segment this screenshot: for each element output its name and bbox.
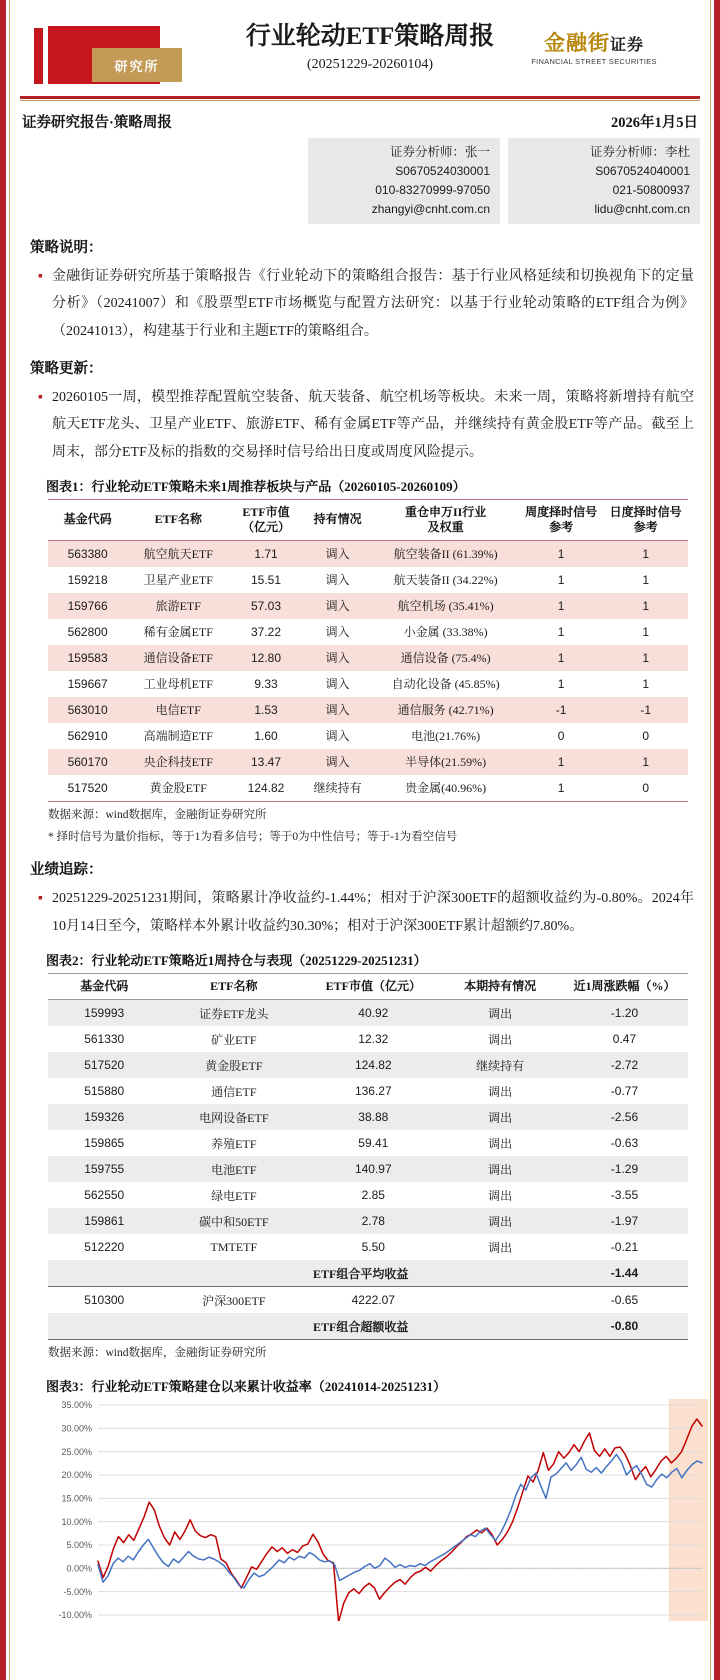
cell-excess-change: -0.80 <box>561 1313 688 1340</box>
brand-cn-main: 金融街 <box>543 31 610 55</box>
institute-badge-label: 研究所 <box>114 58 160 74</box>
svg-text:5.00%: 5.00% <box>66 1540 92 1551</box>
table-recommended-products <box>48 499 688 802</box>
cell-etf-name: 通信ETF <box>211 1084 257 1099</box>
cell-daily-signal: 1 <box>642 650 650 665</box>
cell-weekly-signal: 1 <box>557 780 565 795</box>
cell-fund-code: 563010 <box>67 702 108 717</box>
cell-fund-code: 159755 <box>84 1162 125 1177</box>
header-divider <box>20 96 700 99</box>
cell-average-change: -1.44 <box>561 1260 688 1287</box>
cell-etf-name: 稀有金属ETF <box>143 625 213 640</box>
analyst-license: S0670524030001 <box>395 164 490 179</box>
analyst-name: 证券分析师：李杜 <box>589 145 690 159</box>
cell-weekly-change: -2.72 <box>610 1058 639 1073</box>
cell-weekly-change: -3.55 <box>610 1188 639 1203</box>
analyst-card <box>308 138 500 224</box>
cell-status: 调入 <box>325 573 350 588</box>
table1-header-row <box>48 499 688 540</box>
cell-etf-name: 航空航天ETF <box>143 547 213 562</box>
performance-bullet <box>38 885 700 940</box>
bullet-dot-icon: ▪ <box>38 891 43 907</box>
report-meta <box>20 101 700 136</box>
cell-status: 继续持有 <box>476 1058 525 1073</box>
cell-weekly-change: -1.20 <box>610 1006 639 1021</box>
cell-fund-code: 159667 <box>67 676 108 691</box>
cell-fund-code: 562550 <box>84 1188 125 1203</box>
cell-status: 调出 <box>488 1110 513 1125</box>
cell-etf-mv: 59.41 <box>358 1136 389 1151</box>
th2-weekly-change: 近1周涨跌幅（%） <box>573 979 676 994</box>
cell-etf-name: 绿电ETF <box>211 1188 257 1203</box>
cell-top-industry: 通信设备 (75.4%) <box>400 651 491 666</box>
analyst-license: S0670524040001 <box>595 164 690 179</box>
brand-logo <box>504 32 684 66</box>
cell-weekly-signal: 1 <box>557 572 565 587</box>
table-row <box>48 567 688 593</box>
table-row-average <box>48 1260 688 1287</box>
cell-weekly-signal: 1 <box>557 676 565 691</box>
analyst-card <box>508 138 700 224</box>
bullet-dot-icon: ▪ <box>38 390 43 406</box>
analyst-email: zhangyi@cnht.com.cn <box>371 201 490 216</box>
svg-text:25.00%: 25.00% <box>61 1447 92 1458</box>
cell-etf-mv: 124.82 <box>247 780 285 795</box>
cell-top-industry: 通信服务 (42.71%) <box>397 703 494 718</box>
cell-status: 调出 <box>488 1214 513 1229</box>
cell-etf-name: 养殖ETF <box>211 1136 257 1151</box>
cell-etf-mv: 13.47 <box>251 754 282 769</box>
page-subtitle: (20251229-20260104) <box>307 57 433 72</box>
cell-fund-code: 560170 <box>67 754 108 769</box>
bullet-dot-icon: ▪ <box>38 269 43 285</box>
cell-etf-mv: 1.60 <box>254 728 278 743</box>
cell-daily-signal: 1 <box>642 598 650 613</box>
th-top-industry: 重仓申万II行业 及权重 <box>404 504 487 534</box>
cell-status: 调出 <box>488 1240 513 1255</box>
cell-weekly-signal: 1 <box>557 650 565 665</box>
cell-etf-name: 电网设备ETF <box>199 1110 269 1125</box>
table1-title: 图表1：行业轮动ETF策略未来1周推荐板块与产品（20260105-20260109） <box>46 478 466 494</box>
cell-etf-name: TMTETF <box>210 1239 258 1254</box>
cell-status: 调出 <box>488 1006 513 1021</box>
svg-text:0.00%: 0.00% <box>66 1563 92 1574</box>
cell-etf-name: 工业母机ETF <box>143 677 213 692</box>
strategy-update-bullet <box>38 384 700 466</box>
table-row <box>48 1000 688 1027</box>
table-row <box>48 697 688 723</box>
report-date: 2026年1月5日 <box>611 115 698 131</box>
cell-status: 调入 <box>325 547 350 562</box>
cell-etf-name: 通信设备ETF <box>143 651 213 666</box>
cell-etf-name: 旅游ETF <box>155 599 201 614</box>
report-type-label: 证券研究报告·策略周报 <box>22 115 172 131</box>
cell-etf-mv: 136.27 <box>354 1084 392 1099</box>
brand-name-en: FINANCIAL STREET SECURITIES <box>531 57 657 67</box>
table-row <box>48 1052 688 1078</box>
cell-fund-code: 563380 <box>67 546 108 561</box>
cell-fund-code: 159766 <box>67 598 108 613</box>
cell-daily-signal: 0 <box>642 780 650 795</box>
cell-etf-mv: 140.97 <box>354 1162 392 1177</box>
cell-fund-code: 159861 <box>84 1214 125 1229</box>
cell-empty <box>48 1260 160 1287</box>
cell-etf-name: 电池ETF <box>211 1162 257 1177</box>
cell-fund-code: 159865 <box>84 1136 125 1151</box>
strategy-description-text: 金融街证券研究所基于策略报告《行业轮动下的策略组合报告：基于行业风格延续和切换视角下的定量分析》（20241007）和《股票型ETF市场概览与配置方法研究：以基于行业轮动策略的ETF组合为例》（20241013），构建基于行业和主题ETF的策略组合。 <box>52 269 694 339</box>
cell-weekly-change: -0.77 <box>610 1084 639 1099</box>
cell-top-industry: 自动化设备 (45.85%) <box>391 677 500 692</box>
cell-excess-label: ETF组合超额收益 <box>160 1313 561 1340</box>
table-row <box>48 749 688 775</box>
table1-note: * 择时信号为量价指标，等于1为看多信号；等于0为中性信号；等于-1为看空信号 <box>48 831 458 844</box>
cell-weekly-signal: 1 <box>557 754 565 769</box>
th-etf-mv: ETF市值 （亿元） <box>242 504 291 534</box>
cell-status: 调出 <box>488 1188 513 1203</box>
cell-weekly-signal: 1 <box>557 598 565 613</box>
svg-text:30.00%: 30.00% <box>61 1423 92 1434</box>
institute-logo <box>34 12 214 88</box>
cell-etf-mv: 1.71 <box>254 546 278 561</box>
cell-weekly-change: -2.56 <box>610 1110 639 1125</box>
table-row <box>48 1130 688 1156</box>
cell-fund-code: 562910 <box>67 728 108 743</box>
analyst-name: 证券分析师：张一 <box>389 145 490 159</box>
cell-top-industry: 航空机场 (35.41%) <box>397 599 494 614</box>
cell-top-industry: 小金属 (33.38%) <box>403 625 488 640</box>
table-row <box>48 1078 688 1104</box>
cell-weekly-change: -0.65 <box>610 1293 639 1308</box>
chart3-title: 图表3：行业轮动ETF策略建仓以来累计收益率（20241014-20251231） <box>46 1379 447 1395</box>
cell-weekly-signal: 0 <box>557 728 565 743</box>
th-holding-status: 持有情况 <box>313 512 362 527</box>
cell-etf-mv: 38.88 <box>358 1110 389 1125</box>
cell-daily-signal: 1 <box>642 572 650 587</box>
cell-weekly-change: -0.63 <box>610 1136 639 1151</box>
th2-holding-status: 本期持有情况 <box>464 979 537 994</box>
strategy-update-text: 20260105一周，模型推荐配置航空装备、航天装备、航空机场等板块。未来一周，策略将新增持有航空航天ETF龙头、卫星产业ETF、旅游ETF、稀有金属ETF等产品，并继续持有黄金股ETF等产品。截至上周末，部分ETF及标的指数的交易择时信号给出日度或周度风险提示。 <box>52 390 694 460</box>
cell-weekly-change: -0.21 <box>610 1240 639 1255</box>
title-group <box>220 16 520 73</box>
cell-top-industry: 贵金属(40.96%) <box>405 781 487 796</box>
table-row <box>48 540 688 567</box>
cell-top-industry: 半导体(21.59%) <box>405 755 487 770</box>
cell-average-label: ETF组合平均收益 <box>160 1260 561 1287</box>
cell-etf-mv: 2.78 <box>361 1214 385 1229</box>
th-weekly-signal: 周度择时信号 参考 <box>525 504 598 534</box>
table-row <box>48 593 688 619</box>
th2-etf-name: ETF名称 <box>210 979 258 994</box>
cell-fund-code: 515880 <box>84 1084 125 1099</box>
analyst-phone: 010-83270999-97050 <box>375 182 490 197</box>
cell-etf-mv: 40.92 <box>358 1006 389 1021</box>
page-title: 行业轮动ETF策略周报 <box>245 23 495 50</box>
cell-status: 调入 <box>325 625 350 640</box>
table-row <box>48 1234 688 1260</box>
cell-status: 调入 <box>325 651 350 666</box>
cell-weekly-signal: 1 <box>557 546 565 561</box>
logo-gold-block <box>92 48 182 82</box>
strategy-description-bullet <box>38 263 700 345</box>
cell-etf-name: 黄金股ETF <box>149 781 207 796</box>
svg-text:20.00%: 20.00% <box>61 1470 92 1481</box>
brand-cn-suffix: 证券 <box>609 37 644 54</box>
cell-etf-name: 矿业ETF <box>211 1032 257 1047</box>
cell-etf-mv: 9.33 <box>254 676 278 691</box>
cell-daily-signal: 1 <box>642 624 650 639</box>
cell-top-industry: 航天装备II (34.22%) <box>393 573 498 588</box>
table-row-excess <box>48 1313 688 1340</box>
cell-status: 调出 <box>488 1136 513 1151</box>
cell-top-industry: 电池(21.76%) <box>411 729 481 744</box>
cell-fund-code: 159583 <box>67 650 108 665</box>
th2-fund-code: 基金代码 <box>80 979 129 994</box>
cell-fund-code: 510300 <box>84 1293 125 1308</box>
svg-text:-5.00%: -5.00% <box>63 1587 92 1598</box>
cell-empty <box>48 1313 160 1340</box>
analyst-phone: 021-50800937 <box>612 182 690 197</box>
table-row <box>48 1208 688 1234</box>
cell-weekly-signal: 1 <box>557 624 565 639</box>
svg-text:15.00%: 15.00% <box>61 1493 92 1504</box>
cell-daily-signal: 0 <box>642 728 650 743</box>
cell-status: 继续持有 <box>313 781 362 796</box>
cell-etf-mv: 15.51 <box>251 572 282 587</box>
table-row <box>48 645 688 671</box>
analyst-email: lidu@cnht.com.cn <box>594 201 690 216</box>
cell-etf-name: 证券ETF龙头 <box>199 1006 269 1021</box>
table-row <box>48 1026 688 1052</box>
cell-etf-name: 卫星产业ETF <box>143 573 213 588</box>
cell-fund-code: 561330 <box>84 1032 125 1047</box>
table2-source: 数据来源：wind数据库，金融街证券研究所 <box>48 1347 267 1360</box>
cell-weekly-change: -1.29 <box>610 1162 639 1177</box>
table2-title: 图表2：行业轮动ETF策略近1周持仓与表现（20251229-20251231） <box>46 953 427 969</box>
th-etf-name: ETF名称 <box>154 512 202 527</box>
cell-daily-signal: -1 <box>640 702 652 717</box>
cell-daily-signal: 1 <box>642 754 650 769</box>
cell-daily-signal: 1 <box>642 676 650 691</box>
table-row <box>48 1156 688 1182</box>
table-row <box>48 671 688 697</box>
cell-etf-mv: 1.53 <box>254 702 278 717</box>
cell-daily-signal: 1 <box>642 546 650 561</box>
table-weekly-holdings <box>48 973 688 1340</box>
cell-etf-name: 碳中和50ETF <box>199 1214 269 1229</box>
cell-etf-name: 沪深300ETF <box>202 1293 266 1308</box>
brand-name-cn <box>504 32 684 55</box>
th-fund-code: 基金代码 <box>63 512 112 527</box>
analyst-list <box>20 138 700 224</box>
cell-etf-mv: 124.82 <box>354 1058 392 1073</box>
table-row <box>48 1182 688 1208</box>
cell-status: 调出 <box>488 1162 513 1177</box>
cell-etf-mv: 2.85 <box>361 1188 385 1203</box>
cell-etf-mv: 5.50 <box>361 1240 385 1255</box>
cell-etf-mv: 12.80 <box>251 650 282 665</box>
cell-status: 调入 <box>325 677 350 692</box>
cell-status: 调出 <box>488 1084 513 1099</box>
cell-fund-code: 512220 <box>84 1240 125 1255</box>
svg-text:10.00%: 10.00% <box>61 1517 92 1528</box>
table-row <box>48 619 688 645</box>
table1-source: 数据来源：wind数据库，金融街证券研究所 <box>48 808 267 821</box>
cell-fund-code: 159218 <box>67 572 108 587</box>
performance-heading: 业绩追踪： <box>30 862 103 879</box>
table-row <box>48 723 688 749</box>
th2-etf-mv: ETF市值（亿元） <box>325 979 421 994</box>
cell-status: 调入 <box>325 755 350 770</box>
cell-top-industry: 航空装备II (61.39%) <box>393 547 498 562</box>
cell-etf-mv: 4222.07 <box>351 1293 395 1308</box>
chart-svg <box>44 1399 708 1621</box>
logo-red-bar <box>34 28 43 84</box>
cell-fund-code: 159326 <box>84 1110 125 1125</box>
cell-weekly-change: -1.97 <box>610 1214 639 1229</box>
table2-body <box>48 1000 688 1340</box>
cell-fund-code: 159993 <box>84 1006 125 1021</box>
cell-etf-name: 央企科技ETF <box>143 755 213 770</box>
report-header <box>20 0 700 96</box>
cell-status: 调入 <box>325 729 350 744</box>
performance-text: 20251229-20251231期间，策略累计净收益约-1.44%；相对于沪深300ETF的超额收益约为-0.80%。2024年10月14日至今，策略样本外累计收益约30.30%；相对于沪深300ETF累计超额约7.80%。 <box>52 891 694 934</box>
cell-status: 调入 <box>325 599 350 614</box>
cell-status: 调入 <box>325 703 350 718</box>
cell-status <box>439 1287 561 1314</box>
cell-etf-name: 高端制造ETF <box>143 729 213 744</box>
strategy-description-heading: 策略说明： <box>30 240 103 257</box>
table-row <box>48 775 688 802</box>
table-row-benchmark <box>48 1287 688 1314</box>
cell-fund-code: 562800 <box>67 624 108 639</box>
cell-etf-mv: 57.03 <box>251 598 282 613</box>
cell-weekly-signal: -1 <box>555 702 567 717</box>
th-daily-signal: 日度择时信号 参考 <box>609 504 682 534</box>
cell-etf-name: 黄金股ETF <box>205 1058 263 1073</box>
svg-text:-10.00%: -10.00% <box>58 1610 92 1621</box>
cell-etf-mv: 37.22 <box>251 624 282 639</box>
cell-etf-mv: 12.32 <box>358 1032 389 1047</box>
table2-header-row <box>48 974 688 1000</box>
table-row <box>48 1104 688 1130</box>
strategy-update-heading: 策略更新： <box>30 361 103 378</box>
cell-status: 调出 <box>488 1032 513 1047</box>
cell-weekly-change: 0.47 <box>612 1032 637 1047</box>
cell-fund-code: 517520 <box>84 1058 125 1073</box>
table1-body <box>48 540 688 801</box>
cell-etf-name: 电信ETF <box>155 703 201 718</box>
cell-fund-code: 517520 <box>67 780 108 795</box>
svg-text:35.00%: 35.00% <box>61 1400 92 1411</box>
cumulative-return-chart <box>44 1399 708 1623</box>
